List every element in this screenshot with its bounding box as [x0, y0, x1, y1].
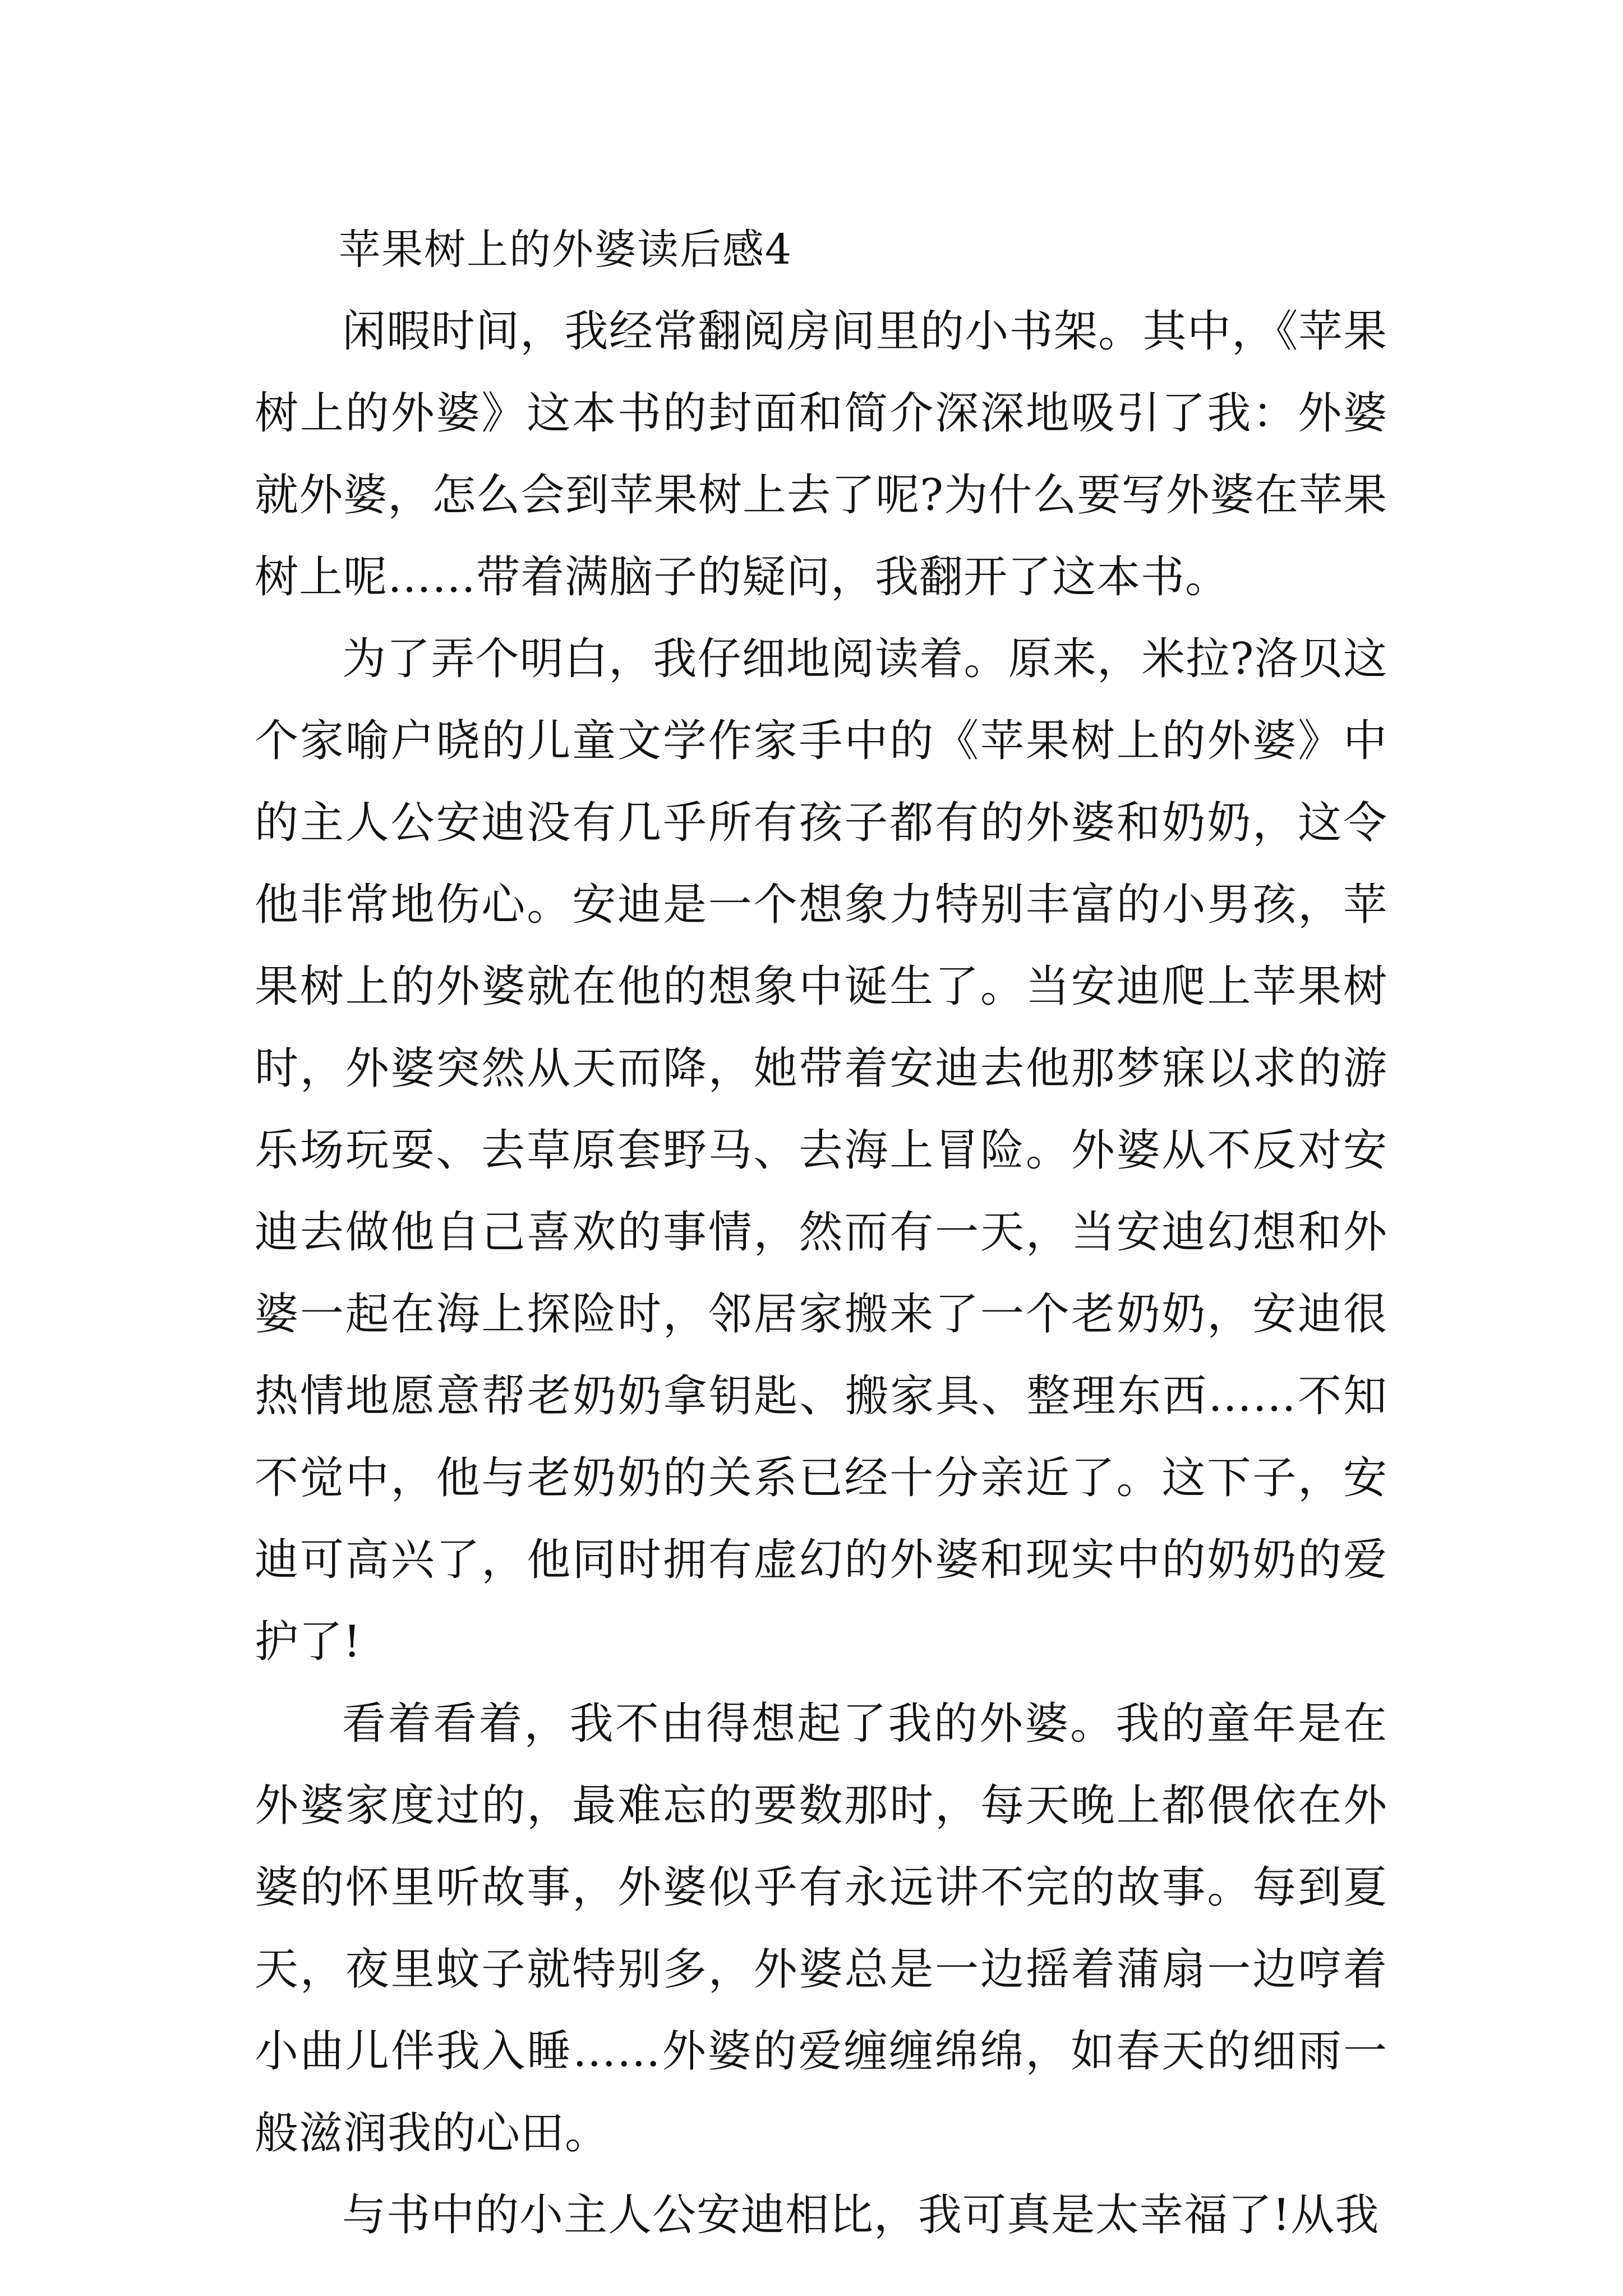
paragraph-2: 为了弄个明白，我仔细地阅读着。原来，米拉?洛贝这个家喻户晓的儿童文学作家手中的《苹果树上的外婆》中的主人公安迪没有几乎所有孩子都有的外婆和奶奶，这令他非常地伤心。安迪是一个想象力特别丰富的小男孩，苹果树上的外婆就在他的想象中诞生了。当安迪爬上苹果树时，外婆突然从天而降，她带着安迪去他那梦寐以求的游乐场玩耍、去草原套野马、去海上冒险。外婆从不反对安迪去做他自己喜欢的事情，然而有一天，当安迪幻想和外婆一起在海上探险时，邻居家搬来了一个老奶奶，安迪很热情地愿意帮老奶奶拿钥匙、搬家具、整理东西……不知不觉中，他与老奶奶的关系已经十分亲近了。这下子，安迪可高兴了，他同时拥有虚幻的外婆和现实中的奶奶的爱护了!: [255, 634, 1387, 1667]
paragraph-1: 闲暇时间，我经常翻阅房间里的小书架。其中，《苹果树上的外婆》这本书的封面和简介深深地吸引了我：外婆就外婆，怎么会到苹果树上去了呢?为什么要写外婆在苹果树上呢……带着满脑子的疑问，我翻开了这本书。: [255, 306, 1387, 602]
paragraph-3: 看着看着，我不由得想起了我的外婆。我的童年是在外婆家度过的，最难忘的要数那时，每天晚上都偎依在外婆的怀里听故事，外婆似乎有永远讲不完的故事。每到夏天，夜里蚊子就特别多，外婆总是一边摇着蒲扇一边哼着小曲儿伴我入睡……外婆的爱缠缠绵绵，如春天的细雨一般滋润我的心田。: [255, 1699, 1387, 2159]
paragraph-4: 与书中的小主人公安迪相比，我可真是太幸福了!从我: [342, 2190, 1380, 2240]
document-title: 苹果树上的外婆读后感4: [339, 226, 793, 274]
document-body: [255, 209, 1387, 2256]
